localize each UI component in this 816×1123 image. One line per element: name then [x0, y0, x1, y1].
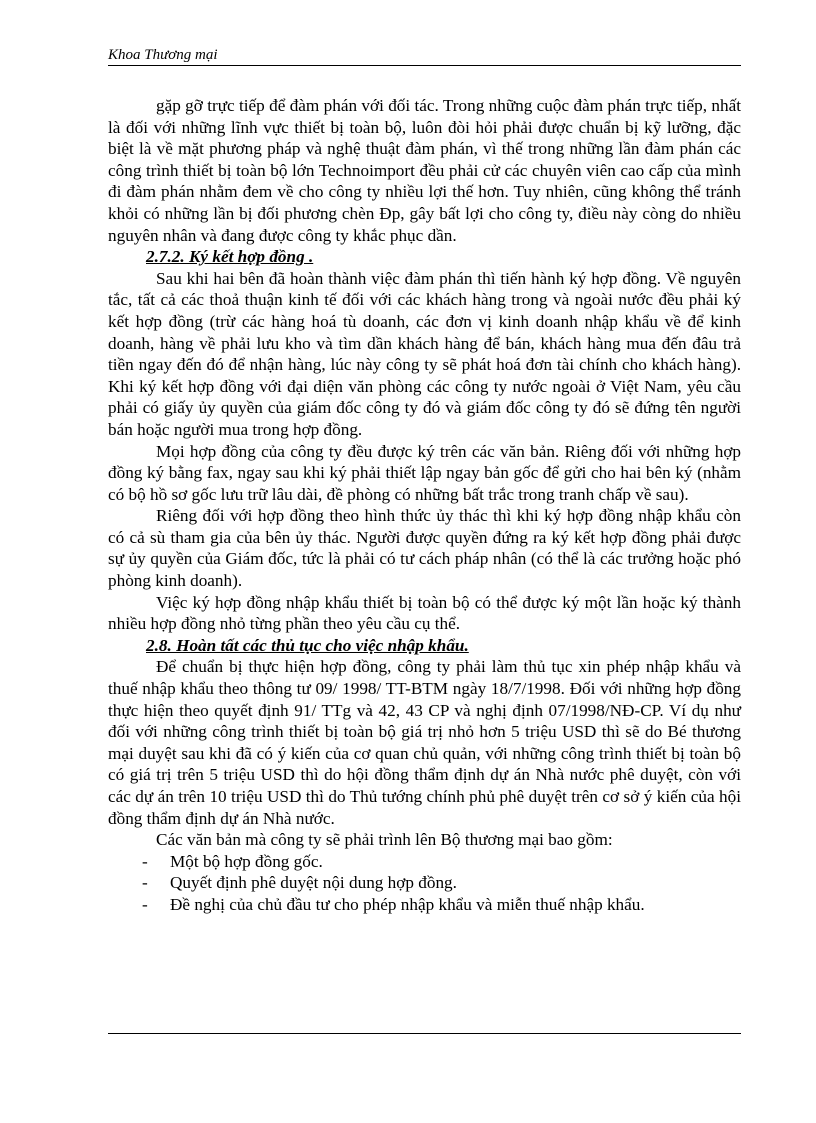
section-heading: 2.7.2. Ký kết hợp đồng .: [146, 247, 314, 267]
paragraph: Để chuẩn bị thực hiện hợp đồng, công ty phải làm thủ tục xin phép nhập khẩu và thuế nhập khẩu theo thông tư 09/ 1998/ TT-BTM ngày 18/7/1998. Đối với những hợp đồng thực hiện theo quyết định 91/ TTg và 42, 43 CP và nghị định 07/1998/NĐ-CP. Ví dụ như đối với những công trình thiết bị toàn bộ giá trị nhỏ hơn 5 triệu USD thì sẽ do Bé thương mại duyệt sau khi đã có ý kiến của cơ quan chủ quản, với những công trình thiết bị toàn bộ có giá trị trên 5 triệu USD thì do hội đồng thẩm định dự án Nhà nước phê duyệt, còn với các dự án trên 10 triệu USD thì do Thủ tướng chính phủ phê duyệt trên cơ sở ý kiến của hội đồng thẩm định dự án Nhà nước.: [108, 657, 741, 828]
list-item: [108, 894, 741, 916]
paragraph: Riêng đối với hợp đồng theo hình thức ủy thác thì khi ký hợp đồng nhập khẩu còn có cả sù tham gia của bên ủy thác. Người được quyền đứng ra ký kết hợp đồng phải được sự ủy quyền của Giám đốc, tức là phải có tư cách pháp nhân (có thể là các trưởng hoặc phó phòng kinh doanh).: [108, 506, 741, 591]
paragraph: Các văn bản mà công ty sẽ phải trình lên Bộ thương mại bao gồm:: [156, 830, 613, 850]
footer-rule: [108, 1033, 741, 1034]
header-rule: [108, 65, 741, 66]
page-header: [108, 46, 741, 64]
paragraph: Sau khi hai bên đã hoàn thành việc đàm phán thì tiến hành ký hợp đồng. Về nguyên tắc, tất cả các thoả thuận kinh tế đối với các khách hàng trong và ngoài nước đều phải ký kết hợp đồng (trừ các hàng hoá tù doanh, các đơn vị kinh doanh nhập khẩu về để kinh doanh, hàng về phải lưu kho và tìm dần khách hàng để bán, khách hàng mua đến đâu trả tiền ngay đến đó để nhận hàng, lúc này công ty sẽ phát hoá đơn tài chính cho khách hàng). Khi ký kết hợp đồng với đại diện văn phòng các công ty nước ngoài ở Việt Nam, yêu cầu phải có giấy ủy quyền của giám đốc công ty đó và giám đốc công ty đó sẽ đứng tên người bán hoặc người mua trong hợp đồng.: [108, 268, 741, 439]
paragraph: gặp gỡ trực tiếp để đàm phán với đối tác. Trong những cuộc đàm phán trực tiếp, nhất là đối với những lĩnh vực thiết bị toàn bộ, luôn đòi hỏi phải được chuẩn bị kỹ lưỡng, đặc biệt là về mặt phương pháp và nghệ thuật đàm phán, vì thế trong những lần đàm phán các công trình thiết bị toàn bộ lớn Technoimport đều phải cử các chuyên viên cao cấp của mình đi đàm phán nhằm đem về cho công ty nhiều lợi thế hơn. Tuy nhiên, cũng không thể tránh khỏi có những lần bị đối phương chèn Ðp, gây bất lợi cho công ty, điều này còng do nhiều nguyên nhân và đang được công ty khắc phục dần.: [108, 96, 741, 245]
header-title: Khoa Thương mại: [108, 47, 218, 63]
list-item-text: Đề nghị của chủ đầu tư cho phép nhập khẩu và miễn thuế nhập khẩu.: [170, 894, 645, 914]
section-heading: 2.8. Hoàn tất các thủ tục cho việc nhập khẩu.: [146, 635, 469, 655]
list-item-text: Quyết định phê duyệt nội dung hợp đồng.: [170, 873, 457, 893]
list-item: [108, 851, 741, 873]
page-body: [108, 95, 741, 916]
document-list: [108, 851, 741, 916]
list-item-text: Một bộ hợp đồng gốc.: [170, 851, 323, 871]
paragraph: Mọi hợp đồng của công ty đều được ký trên các văn bản. Riêng đối với những hợp đồng ký bằng fax, ngay sau khi ký phải thiết lập ngay bản gốc để gửi cho hai bên ký (nhằm có bộ hồ sơ gốc lưu trữ lâu dài, đề phòng có những bất trắc trong tranh chấp về sau).: [108, 441, 741, 504]
paragraph: Việc ký hợp đồng nhập khẩu thiết bị toàn bộ có thể được ký một lần hoặc ký thành nhiều hợp đồng nhỏ từng phần theo yêu cầu cụ thể.: [108, 592, 741, 634]
list-marker: -: [142, 873, 148, 893]
list-marker: -: [142, 894, 148, 914]
list-marker: -: [142, 851, 148, 871]
list-item: [108, 872, 741, 894]
